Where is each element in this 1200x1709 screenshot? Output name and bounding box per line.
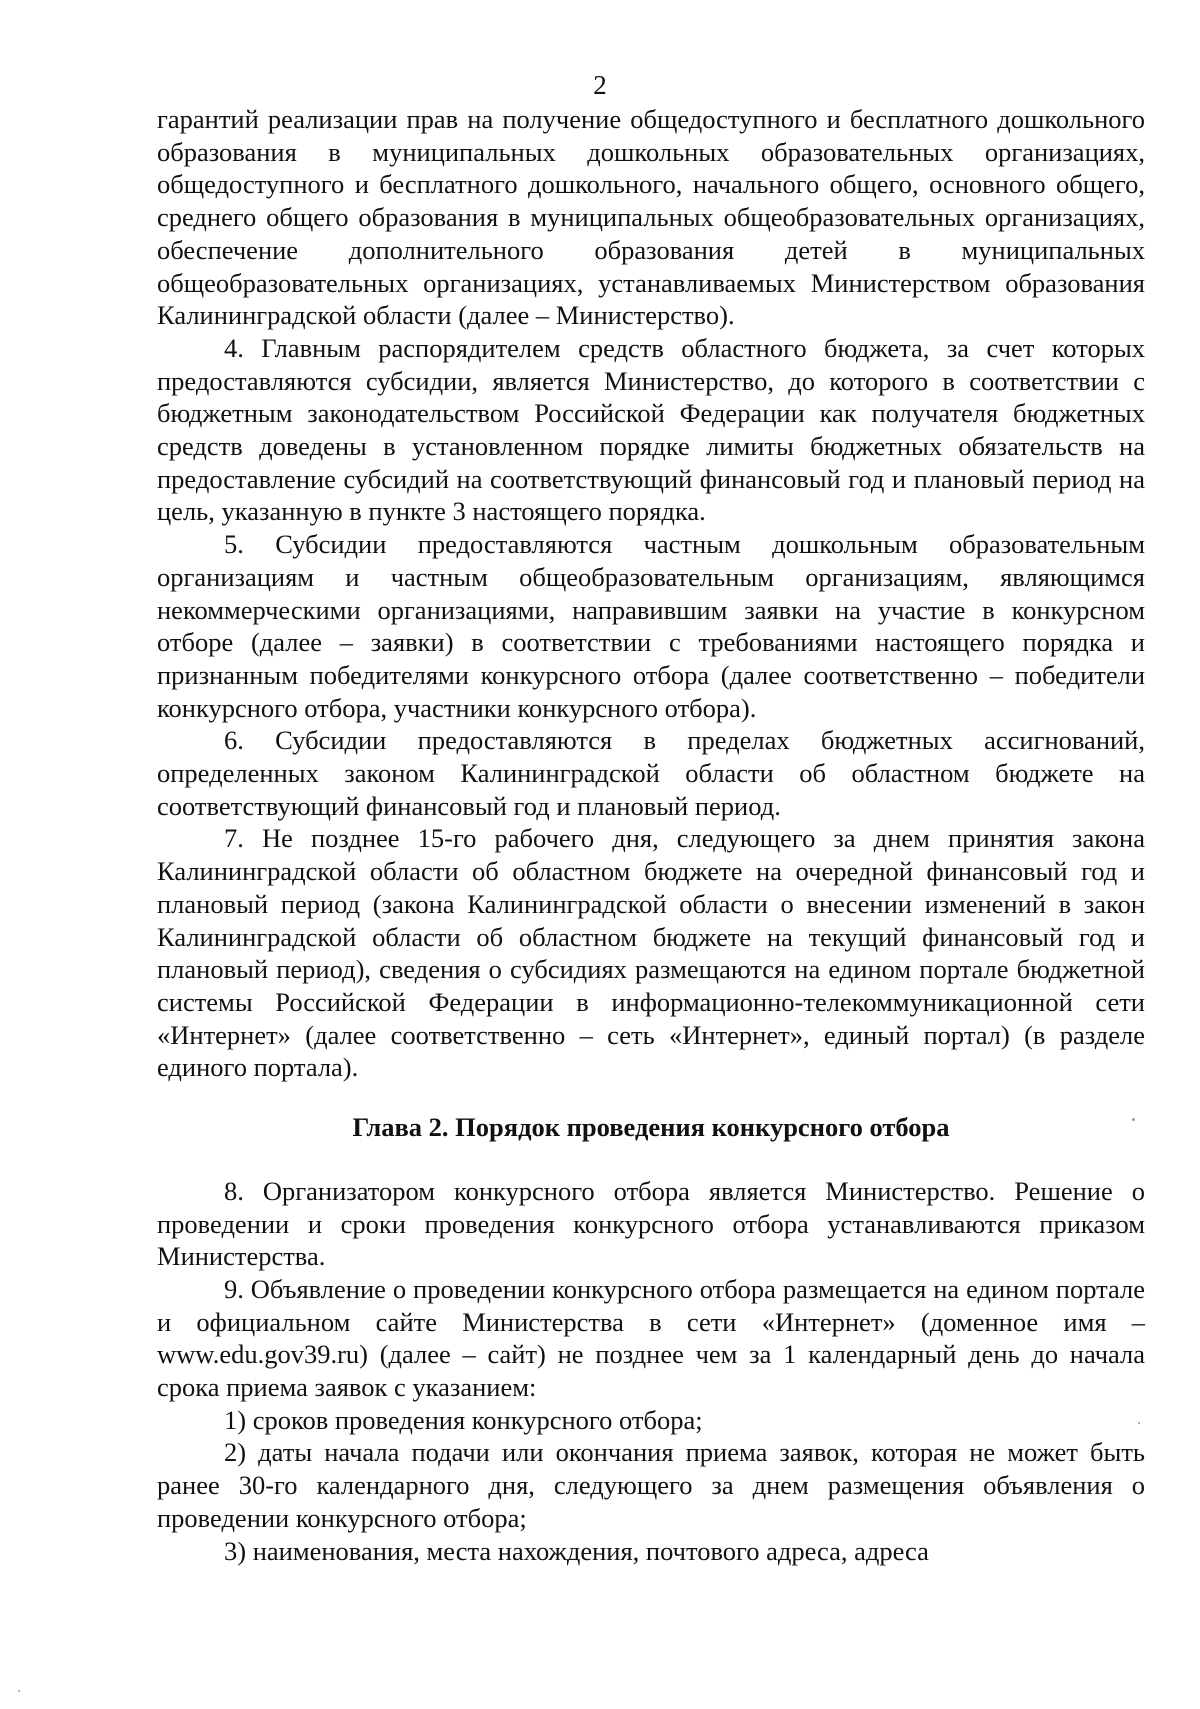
page-number: 2 — [593, 70, 607, 100]
paragraph-9-item-2: 2) даты начала подачи или окончания приема заявок, которая не может быть ранее 30-го календарного дня, следующего за днем размещения объявления о проведении конкурсного отбора; — [157, 1437, 1145, 1533]
scan-speck — [1138, 1422, 1140, 1424]
paragraph-intro-continuation: гарантий реализации прав на получение общедоступного и бесплатного дошкольного образования в муниципальных дошкольных образовательных организациях, общедоступного и бесплатного дошкольного, начального общего, основного общего, среднего общего образования в муниципальных общеобразовательных организациях, обеспечение дополнительного образования детей в муниципальных общеобразовательных организациях, устанавливаемых Министерством образования Калининградской области (далее – Министерство). — [157, 104, 1145, 331]
paragraph-7: 7. Не позднее 15-го рабочего дня, следующего за днем принятия закона Калининградской области об областном бюджете на очередной финансовый год и плановый период (закона Калининградской области о внесении изменений в закон Калининградской области об областном бюджете на текущий финансовый год и плановый период), сведения о субсидиях размещаются на едином портале бюджетной системы Российской Федерации в информационно-телекоммуникационной сети «Интернет» (далее соответственно – сеть «Интернет», единый портал) (в разделе единого портала). — [157, 823, 1145, 1083]
scan-speck — [18, 1690, 20, 1692]
paragraph-6: 6. Субсидии предоставляются в пределах бюджетных ассигнований, определенных законом Калининградской области об областном бюджете на соответствующий финансовый год и плановый период. — [157, 725, 1145, 821]
paragraph-8: 8. Организатором конкурсного отбора является Министерство. Решение о проведении и сроки проведения конкурсного отбора устанавливаются приказом Министерства. — [157, 1175, 1145, 1272]
paragraph-5: 5. Субсидии предоставляются частным дошкольным образовательным организациям и частным общеобразовательным организациям, являющимся некоммерческими организациями, направившим заявки на участие в конкурсном отборе (далее – заявки) в соответствии с требованиями настоящего порядка и признанным победителями конкурсного отбора (далее соответственно – победители конкурсного отбора, участники конкурсного отбора). — [157, 529, 1145, 723]
chapter-heading: Глава 2. Порядок проведения конкурсного отбора — [352, 1112, 950, 1143]
scan-speck — [1132, 1118, 1135, 1121]
paragraph-4: 4. Главным распорядителем средств областного бюджета, за счет которых предоставляются субсидии, является Министерство, до которого в соответствии с бюджетным законодательством Российской Федерации как получателя бюджетных средств доведены в установленном порядке лимиты бюджетных обязательств на предоставление субсидий на соответствующий финансовый год и плановый период на цель, указанную в пункте 3 настоящего порядка. — [157, 332, 1145, 527]
paragraph-9: 9. Объявление о проведении конкурсного отбора размещается на едином портале и официальном сайте Министерства в сети «Интернет» (доменное имя – www.edu.gov39.ru) (далее – сайт) не позднее чем за 1 календарный день до начала срока приема заявок с указанием: — [157, 1273, 1145, 1403]
paragraph-9-item-1: 1) сроков проведения конкурсного отбора; — [224, 1404, 703, 1435]
paragraph-9-item-3: 3) наименования, места нахождения, почтового адреса, адреса — [224, 1535, 929, 1566]
document-body — [157, 103, 1145, 1567]
